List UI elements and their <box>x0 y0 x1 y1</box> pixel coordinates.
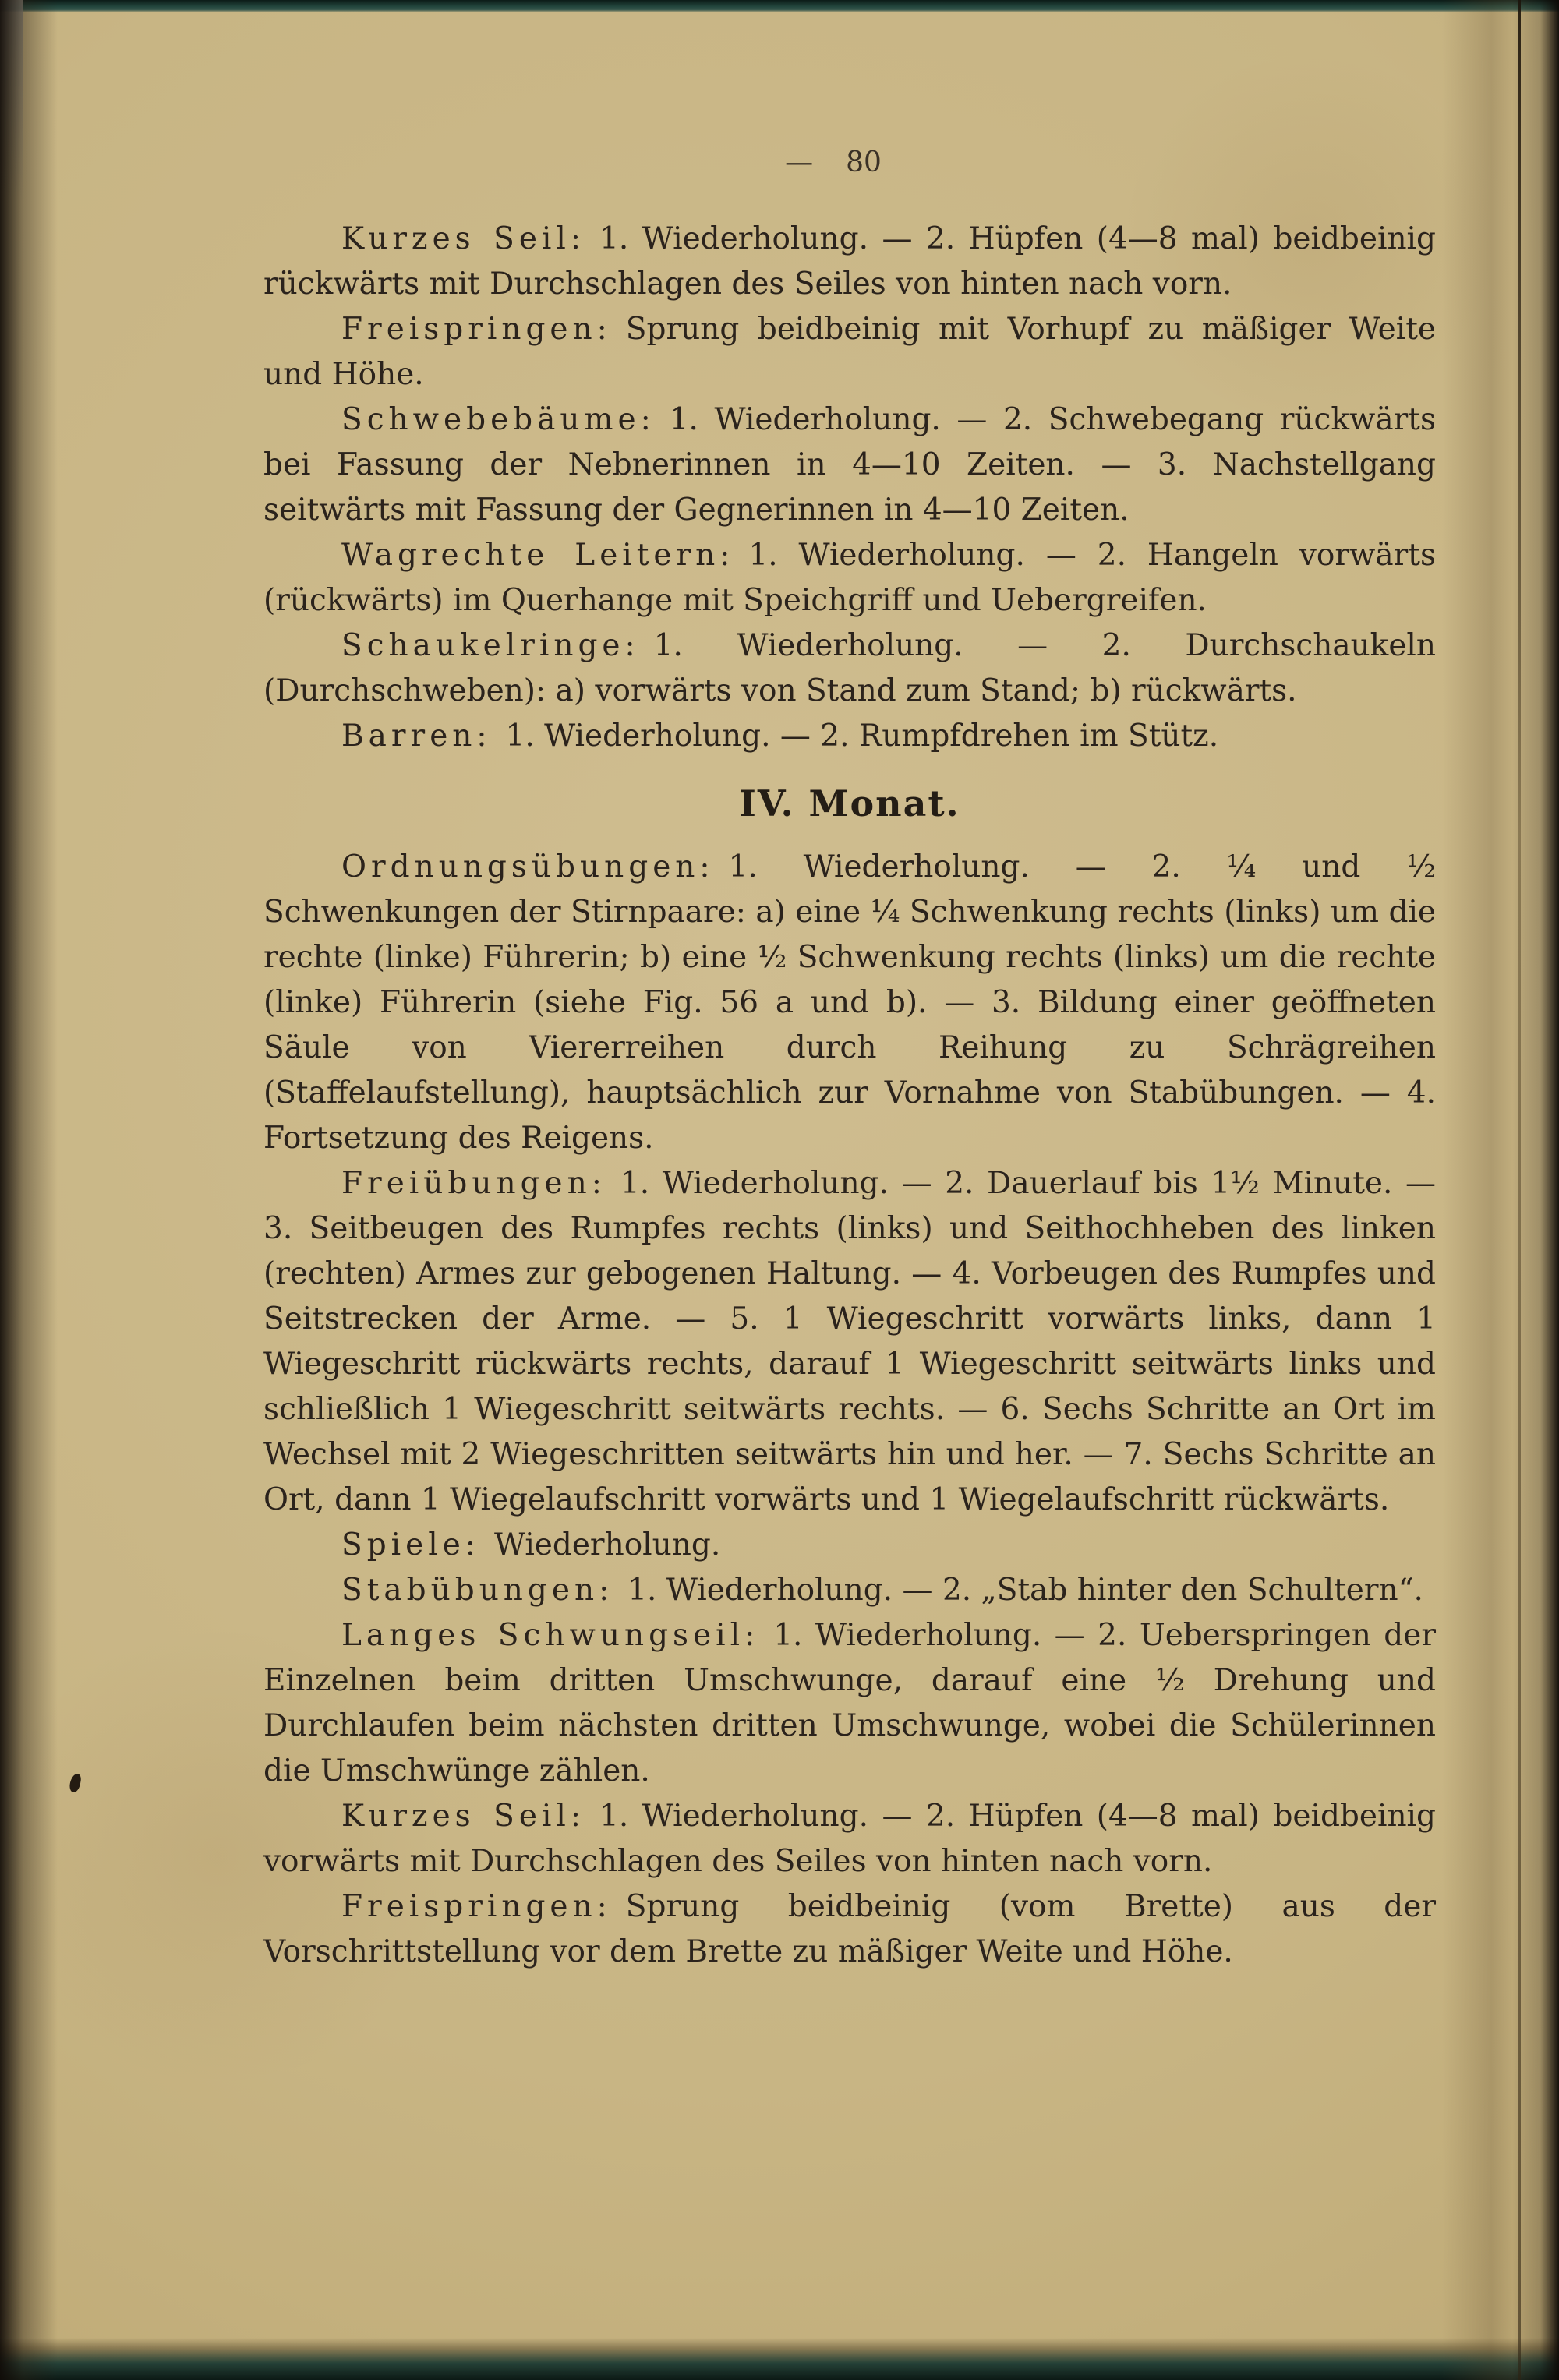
paragraph-langes-schwungseil <box>263 1613 1436 1794</box>
page-content <box>263 145 1436 1975</box>
paragraph-spiele <box>263 1523 1436 1568</box>
paragraph-label: Langes Schwungseil: <box>341 1618 760 1653</box>
paragraph-text: 1. Wiederholung. — 2. Rumpfdrehen im Stütz. <box>505 719 1219 754</box>
paragraph-label: Wagrechte Leitern: <box>341 538 735 573</box>
ink-blot <box>69 1773 82 1793</box>
paragraph-label: Schaukelringe: <box>341 628 640 663</box>
paragraph-wagrechte-leitern <box>263 533 1436 623</box>
paragraph-label: Kurzes Seil: <box>341 1799 586 1834</box>
paragraph-label: Barren: <box>341 719 492 754</box>
paragraph-label: Ordnungsübungen: <box>341 849 715 885</box>
paragraph-text: 1. Wiederholung. — 2. Ueberspringen der Einzelnen beim dritten Umschwunge, darauf eine ½ Drehung und Durchlaufen beim nächsten dritten Umschwunge, wobei die Schülerinnen die Umschwünge zählen. <box>263 1618 1436 1789</box>
paragraph-text: 1. Wiederholung. — 2. ¼ und ½ Schwenkungen der Stirnpaare: a) eine ¼ Schwenkung rechts (links) um die rechte (linke) Führerin; b) eine ½ Schwenkung rechts (links) um die rechte (linke) Führerin (siehe Fig. 56 a und b). — 3. Bildung einer geöffneten Säule von Viererreihen durch Reihung zu Schrägreihen (Staffelaufstellung), hauptsächlich zur Vornahme von Stabübungen. — 4. Fortsetzung des Reigens. <box>263 849 1436 1156</box>
book-cover-top-edge <box>0 0 1559 12</box>
paragraph-text: 1. Wiederholung. — 2. Schwebegang rückwärts bei Fassung der Nebnerinnen in 4—10 Zeiten. — 3. Nachstellgang seitwärts mit Fassung der Gegnerinnen in 4—10 Zeiten. <box>263 402 1436 528</box>
paragraph-freispringen-1 <box>263 307 1436 397</box>
page-number-header <box>263 145 1436 181</box>
paragraph-text: 1. Wiederholung. — 2. Dauerlauf bis 1½ Minute. — 3. Seitbeugen des Rumpfes rechts (links) und Seithochheben des linken (rechten) Armes zur gebogenen Haltung. — 4. Vorbeugen des Rumpfes und Seitstrecken der Arme. — 5. 1 Wiegeschritt vorwärts links, dann 1 Wiegeschritt rückwärts rechts, darauf 1 Wiegeschritt seitwärts links und schließlich 1 Wiegeschritt seitwärts rechts. — 6. Sechs Schritte an Ort im Wechsel mit 2 Wiegeschritten seitwärts hin und her. — 7. Sechs Schritte an Ort, dann 1 Wiegelaufschritt vorwärts und 1 Wiegelaufschritt rückwärts. <box>263 1166 1436 1517</box>
section-heading: IV. Monat. <box>739 782 960 825</box>
paragraph-kurzes-seil-2 <box>263 1794 1436 1884</box>
book-cover-bottom-edge <box>0 2338 1559 2380</box>
paragraph-freiuebungen <box>263 1161 1436 1523</box>
paragraph-schaukelringe <box>263 623 1436 714</box>
paragraph-barren <box>263 714 1436 759</box>
paragraph-label: Freiübungen: <box>341 1166 606 1201</box>
header-dash-left: — <box>785 147 814 178</box>
paragraph-label: Schwebebäume: <box>341 402 656 437</box>
paragraph-schwebebaeume <box>263 397 1436 533</box>
paragraph-label: Freispringen: <box>341 312 612 347</box>
paragraph-text: Sprung beidbeinig (vom Brette) aus der Vorschrittstellung vor dem Brette zu mäßiger Weite und Höhe. <box>263 1889 1436 1969</box>
paragraph-text: 1. Wiederholung. — 2. Hüpfen (4—8 mal) beidbeinig vorwärts mit Durchschlagen des Seiles von hinten nach vorn. <box>263 1799 1436 1879</box>
paragraph-stabuebungen <box>263 1568 1436 1613</box>
paragraph-text: 1. Wiederholung. — 2. Hangeln vorwärts (rückwärts) im Querhange mit Speichgriff und Uebergreifen. <box>263 538 1436 618</box>
binding-shadow-left <box>0 0 58 2380</box>
page-crease-line <box>1518 0 1521 2380</box>
paragraph-text: 1. Wiederholung. — 2. Durchschaukeln (Durchschweben): a) vorwärts von Stand zum Stand; b) rückwärts. <box>263 628 1436 708</box>
paragraph-label: Kurzes Seil: <box>341 221 586 256</box>
paragraph-text: 1. Wiederholung. — 2. „Stab hinter den Schultern“. <box>627 1573 1423 1608</box>
paragraph-kurzes-seil-1 <box>263 217 1436 307</box>
paragraph-ordnungsuebungen <box>263 845 1436 1161</box>
page-number: 80 <box>846 147 882 178</box>
paragraph-freispringen-2 <box>263 1884 1436 1975</box>
paragraph-label: Freispringen: <box>341 1889 612 1924</box>
paragraph-text: Sprung beidbeinig mit Vorhupf zu mäßiger Weite und Höhe. <box>263 312 1436 392</box>
paragraph-label: Spiele: <box>341 1527 480 1563</box>
paragraph-text: 1. Wiederholung. — 2. Hüpfen (4—8 mal) beidbeinig rückwärts mit Durchschlagen des Seiles von hinten nach vorn. <box>263 221 1436 302</box>
paragraph-label: Stabübungen: <box>341 1573 614 1608</box>
paragraph-text: Wiederholung. <box>493 1527 721 1563</box>
page-stack-right-edge <box>1442 0 1559 2380</box>
